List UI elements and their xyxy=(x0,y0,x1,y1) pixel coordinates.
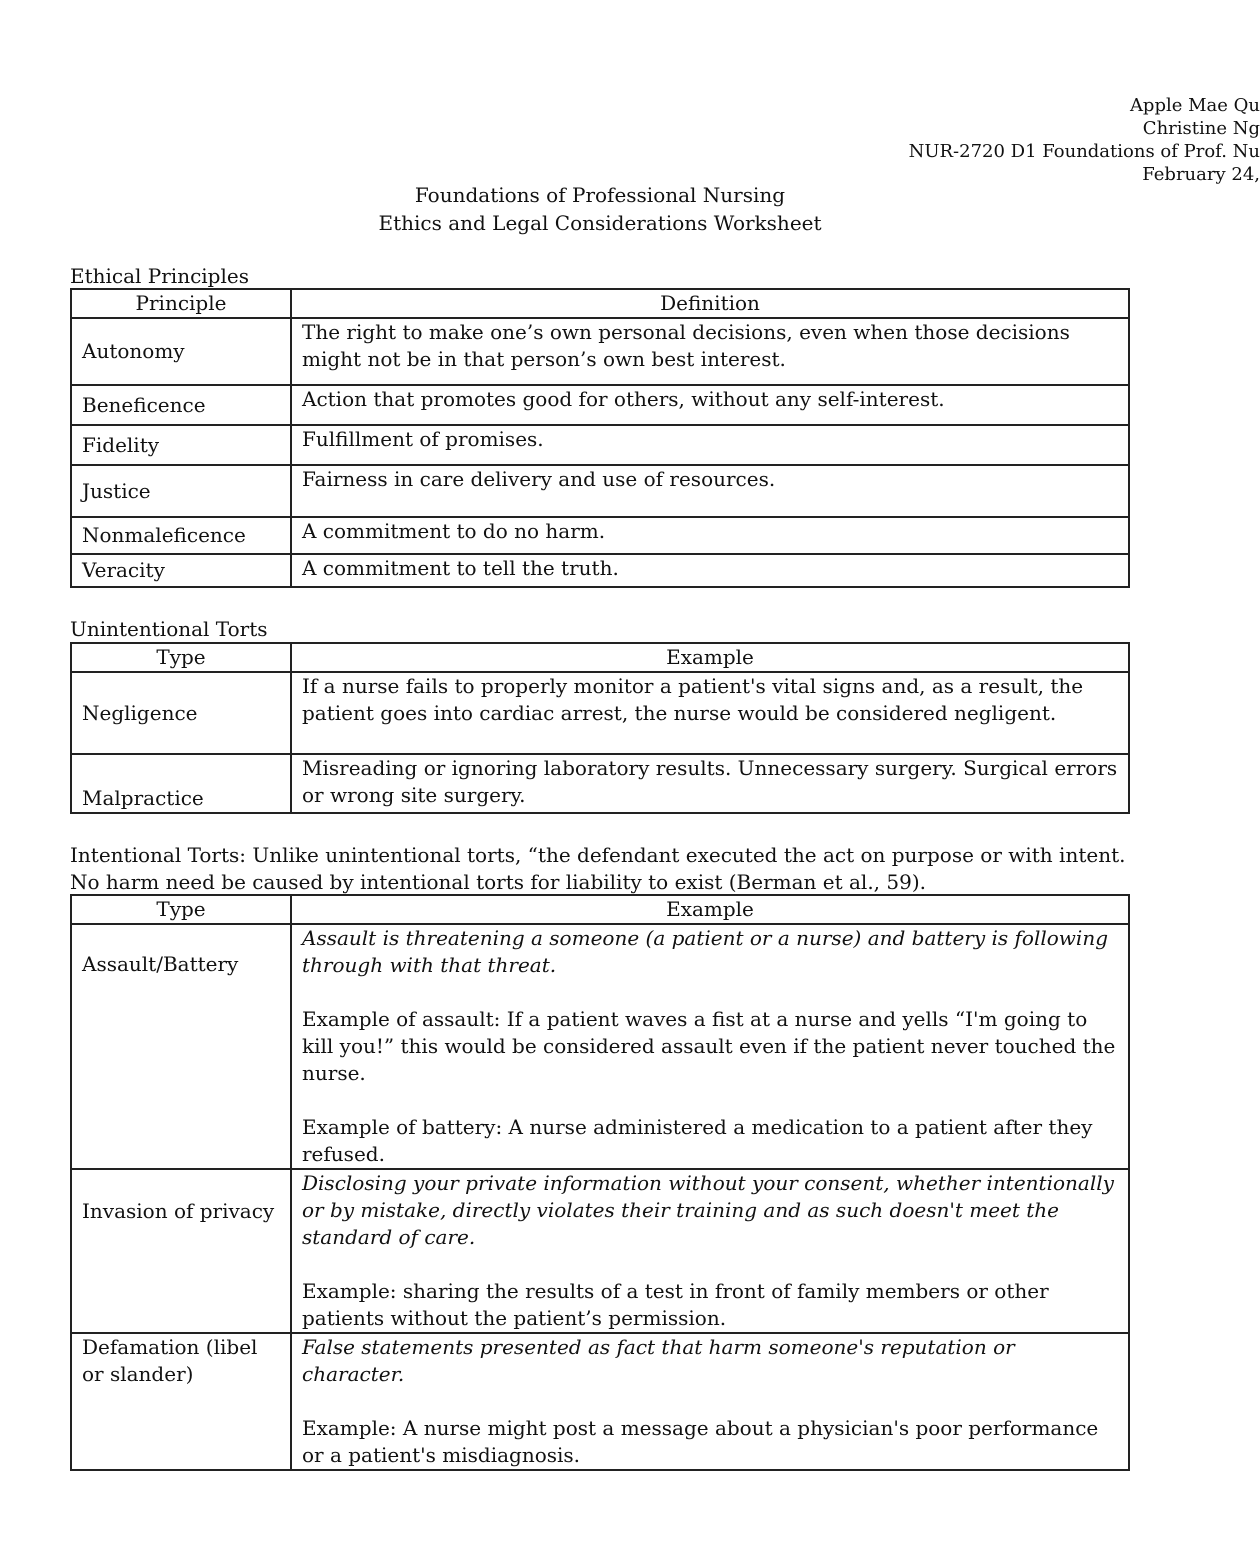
intentional-torts-table xyxy=(70,894,1130,1471)
principle-cell: Fidelity xyxy=(71,425,291,465)
principle-cell: Autonomy xyxy=(71,318,291,385)
tort-type-cell: Invasion of privacy xyxy=(71,1169,291,1333)
principle-cell: Nonmaleficence xyxy=(71,517,291,554)
unintentional-torts-table xyxy=(70,642,1130,814)
example-text: Example: sharing the results of a test in front of family members or other patients without the patient’s permission. xyxy=(302,1279,1049,1330)
table-row xyxy=(71,924,1129,1169)
example-cell xyxy=(291,924,1129,1169)
unintentional-torts-label: Unintentional Torts xyxy=(70,617,268,641)
table-row xyxy=(71,318,1129,385)
example-cell xyxy=(291,1333,1129,1470)
table-header-row xyxy=(71,289,1129,318)
column-header: Principle xyxy=(71,289,291,318)
tort-type-cell: Defamation (libel or slander) xyxy=(71,1333,291,1470)
table-row xyxy=(71,672,1129,754)
table-row xyxy=(71,465,1129,517)
table-row xyxy=(71,1333,1129,1470)
column-header: Type xyxy=(71,895,291,924)
table-row xyxy=(71,385,1129,425)
tort-type-cell: Negligence xyxy=(71,672,291,754)
definition-text: Disclosing your private information without your consent, whether intentionally or by mistake, directly violates their training and as such doesn't meet the standard of care. xyxy=(302,1171,1114,1249)
tort-type-cell: Malpractice xyxy=(71,754,291,813)
student-name: Apple Mae Qu xyxy=(1129,95,1260,116)
ethical-principles-table xyxy=(70,288,1130,588)
example-text: Example: A nurse might post a message about a physician's poor performance or a patient's misdiagnosis. xyxy=(302,1416,1099,1467)
course-name: NUR-2720 D1 Foundations of Prof. Nu xyxy=(908,141,1260,162)
table-row xyxy=(71,425,1129,465)
table-row xyxy=(71,554,1129,587)
principle-cell: Beneficence xyxy=(71,385,291,425)
definition-text: False statements presented as fact that harm someone's reputation or character. xyxy=(302,1335,1015,1386)
intentional-torts-intro: Intentional Torts: Unlike unintentional torts, “the defendant executed the act on purpose or with intent. No harm need be caused by intentional torts for liability to exist (Berman et al., 59). xyxy=(70,843,1126,894)
definition-cell: Fairness in care delivery and use of resources. xyxy=(291,465,1129,517)
ethical-principles-label: Ethical Principles xyxy=(70,264,249,288)
definition-cell: Fulfillment of promises. xyxy=(291,425,1129,465)
definition-cell: The right to make one’s own personal decisions, even when those decisions might not be in that person’s own best interest. xyxy=(291,318,1129,385)
definition-cell: Action that promotes good for others, without any self-interest. xyxy=(291,385,1129,425)
table-row xyxy=(71,517,1129,554)
document-date: February 24, xyxy=(1142,164,1260,185)
example-cell: Misreading or ignoring laboratory results. Unnecessary surgery. Surgical errors or wrong site surgery. xyxy=(291,754,1129,813)
column-header: Definition xyxy=(291,289,1129,318)
title-line-1: Foundations of Professional Nursing xyxy=(414,183,786,207)
column-header: Example xyxy=(291,643,1129,672)
definition-text: Assault is threatening a someone (a patient or a nurse) and battery is following through with that threat. xyxy=(302,926,1109,977)
column-header: Type xyxy=(71,643,291,672)
example-cell: If a nurse fails to properly monitor a patient's vital signs and, as a result, the patient goes into cardiac arrest, the nurse would be considered negligent. xyxy=(291,672,1129,754)
document-title xyxy=(0,181,1200,237)
column-header: Example xyxy=(291,895,1129,924)
tort-type-cell: Assault/Battery xyxy=(71,924,291,1169)
title-line-2: Ethics and Legal Considerations Worksheet xyxy=(378,211,822,235)
table-header-row xyxy=(71,643,1129,672)
document-header xyxy=(800,94,1260,186)
example-text: Example of assault: If a patient waves a fist at a nurse and yells “I'm going to kill you!” this would be considered assault even if the patient never touched the nurse. xyxy=(302,1007,1116,1085)
table-row xyxy=(71,1169,1129,1333)
table-header-row xyxy=(71,895,1129,924)
table-row xyxy=(71,754,1129,813)
definition-cell: A commitment to tell the truth. xyxy=(291,554,1129,587)
definition-cell: A commitment to do no harm. xyxy=(291,517,1129,554)
example-cell xyxy=(291,1169,1129,1333)
principle-cell: Veracity xyxy=(71,554,291,587)
principle-cell: Justice xyxy=(71,465,291,517)
example-text: Example of battery: A nurse administered a medication to a patient after they refused. xyxy=(302,1115,1093,1166)
instructor-name: Christine Ng xyxy=(1142,118,1260,139)
